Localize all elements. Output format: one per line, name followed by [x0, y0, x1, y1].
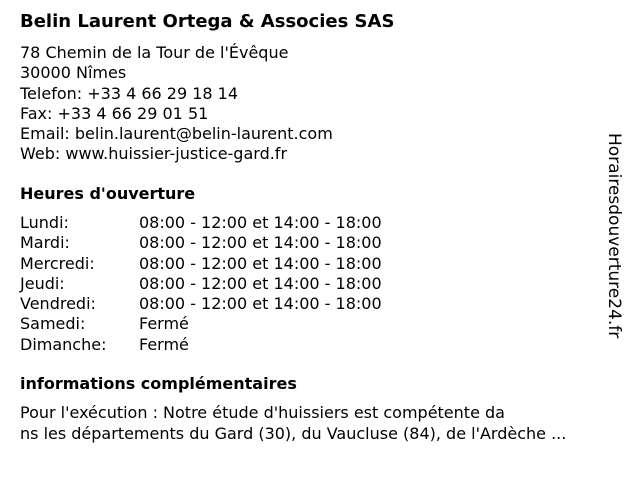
day-label: Mercredi:: [20, 253, 95, 273]
day-label: Vendredi:: [20, 294, 96, 314]
hours-table: [20, 213, 382, 355]
hours-row-dimanche: [20, 335, 382, 355]
hours-row-mardi: [20, 233, 382, 253]
watermark-text: Horairesdouverture24.fr: [604, 133, 624, 339]
info-heading: informations complémentaires: [20, 374, 297, 393]
info-line-2: ns les départements du Gard (30), du Vaucluse (84), de l'Ardèche ...: [20, 423, 567, 443]
day-hours: Fermé: [139, 314, 189, 334]
web-line: Web: www.huissier-justice-gard.fr: [20, 144, 288, 164]
hours-row-lundi: [20, 213, 382, 233]
day-label: Dimanche:: [20, 334, 107, 354]
day-label: Jeudi:: [20, 273, 65, 293]
day-hours: 08:00 - 12:00 et 14:00 - 18:00: [139, 233, 382, 253]
day-hours: 08:00 - 12:00 et 14:00 - 18:00: [139, 294, 382, 314]
info-text: [20, 403, 624, 444]
day-hours: Fermé: [139, 334, 189, 354]
watermark: [604, 133, 639, 373]
hours-row-jeudi: [20, 274, 382, 294]
fax-line: Fax: +33 4 66 29 01 51: [20, 103, 209, 123]
contact-block: [20, 43, 333, 165]
phone-line: Telefon: +33 4 66 29 18 14: [20, 83, 239, 103]
info-line-1: Pour l'exécution : Notre étude d'huissiers est compétente da: [20, 403, 505, 422]
address-line-1: 78 Chemin de la Tour de l'Évêque: [20, 43, 289, 62]
day-hours: 08:00 - 12:00 et 14:00 - 18:00: [139, 213, 382, 232]
email-line: Email: belin.laurent@belin-laurent.com: [20, 124, 333, 144]
hours-row-samedi: [20, 314, 382, 334]
day-label: Mardi:: [20, 233, 70, 253]
day-label: Samedi:: [20, 314, 86, 334]
day-hours: 08:00 - 12:00 et 14:00 - 18:00: [139, 273, 382, 293]
hours-heading: Heures d'ouverture: [20, 184, 196, 203]
hours-row-vendredi: [20, 294, 382, 314]
address-line-2: 30000 Nîmes: [20, 63, 127, 83]
day-hours: 08:00 - 12:00 et 14:00 - 18:00: [139, 253, 382, 273]
business-name: Belin Laurent Ortega & Associes SAS: [20, 11, 395, 32]
day-label: Lundi:: [20, 213, 69, 232]
hours-row-mercredi: [20, 254, 382, 274]
